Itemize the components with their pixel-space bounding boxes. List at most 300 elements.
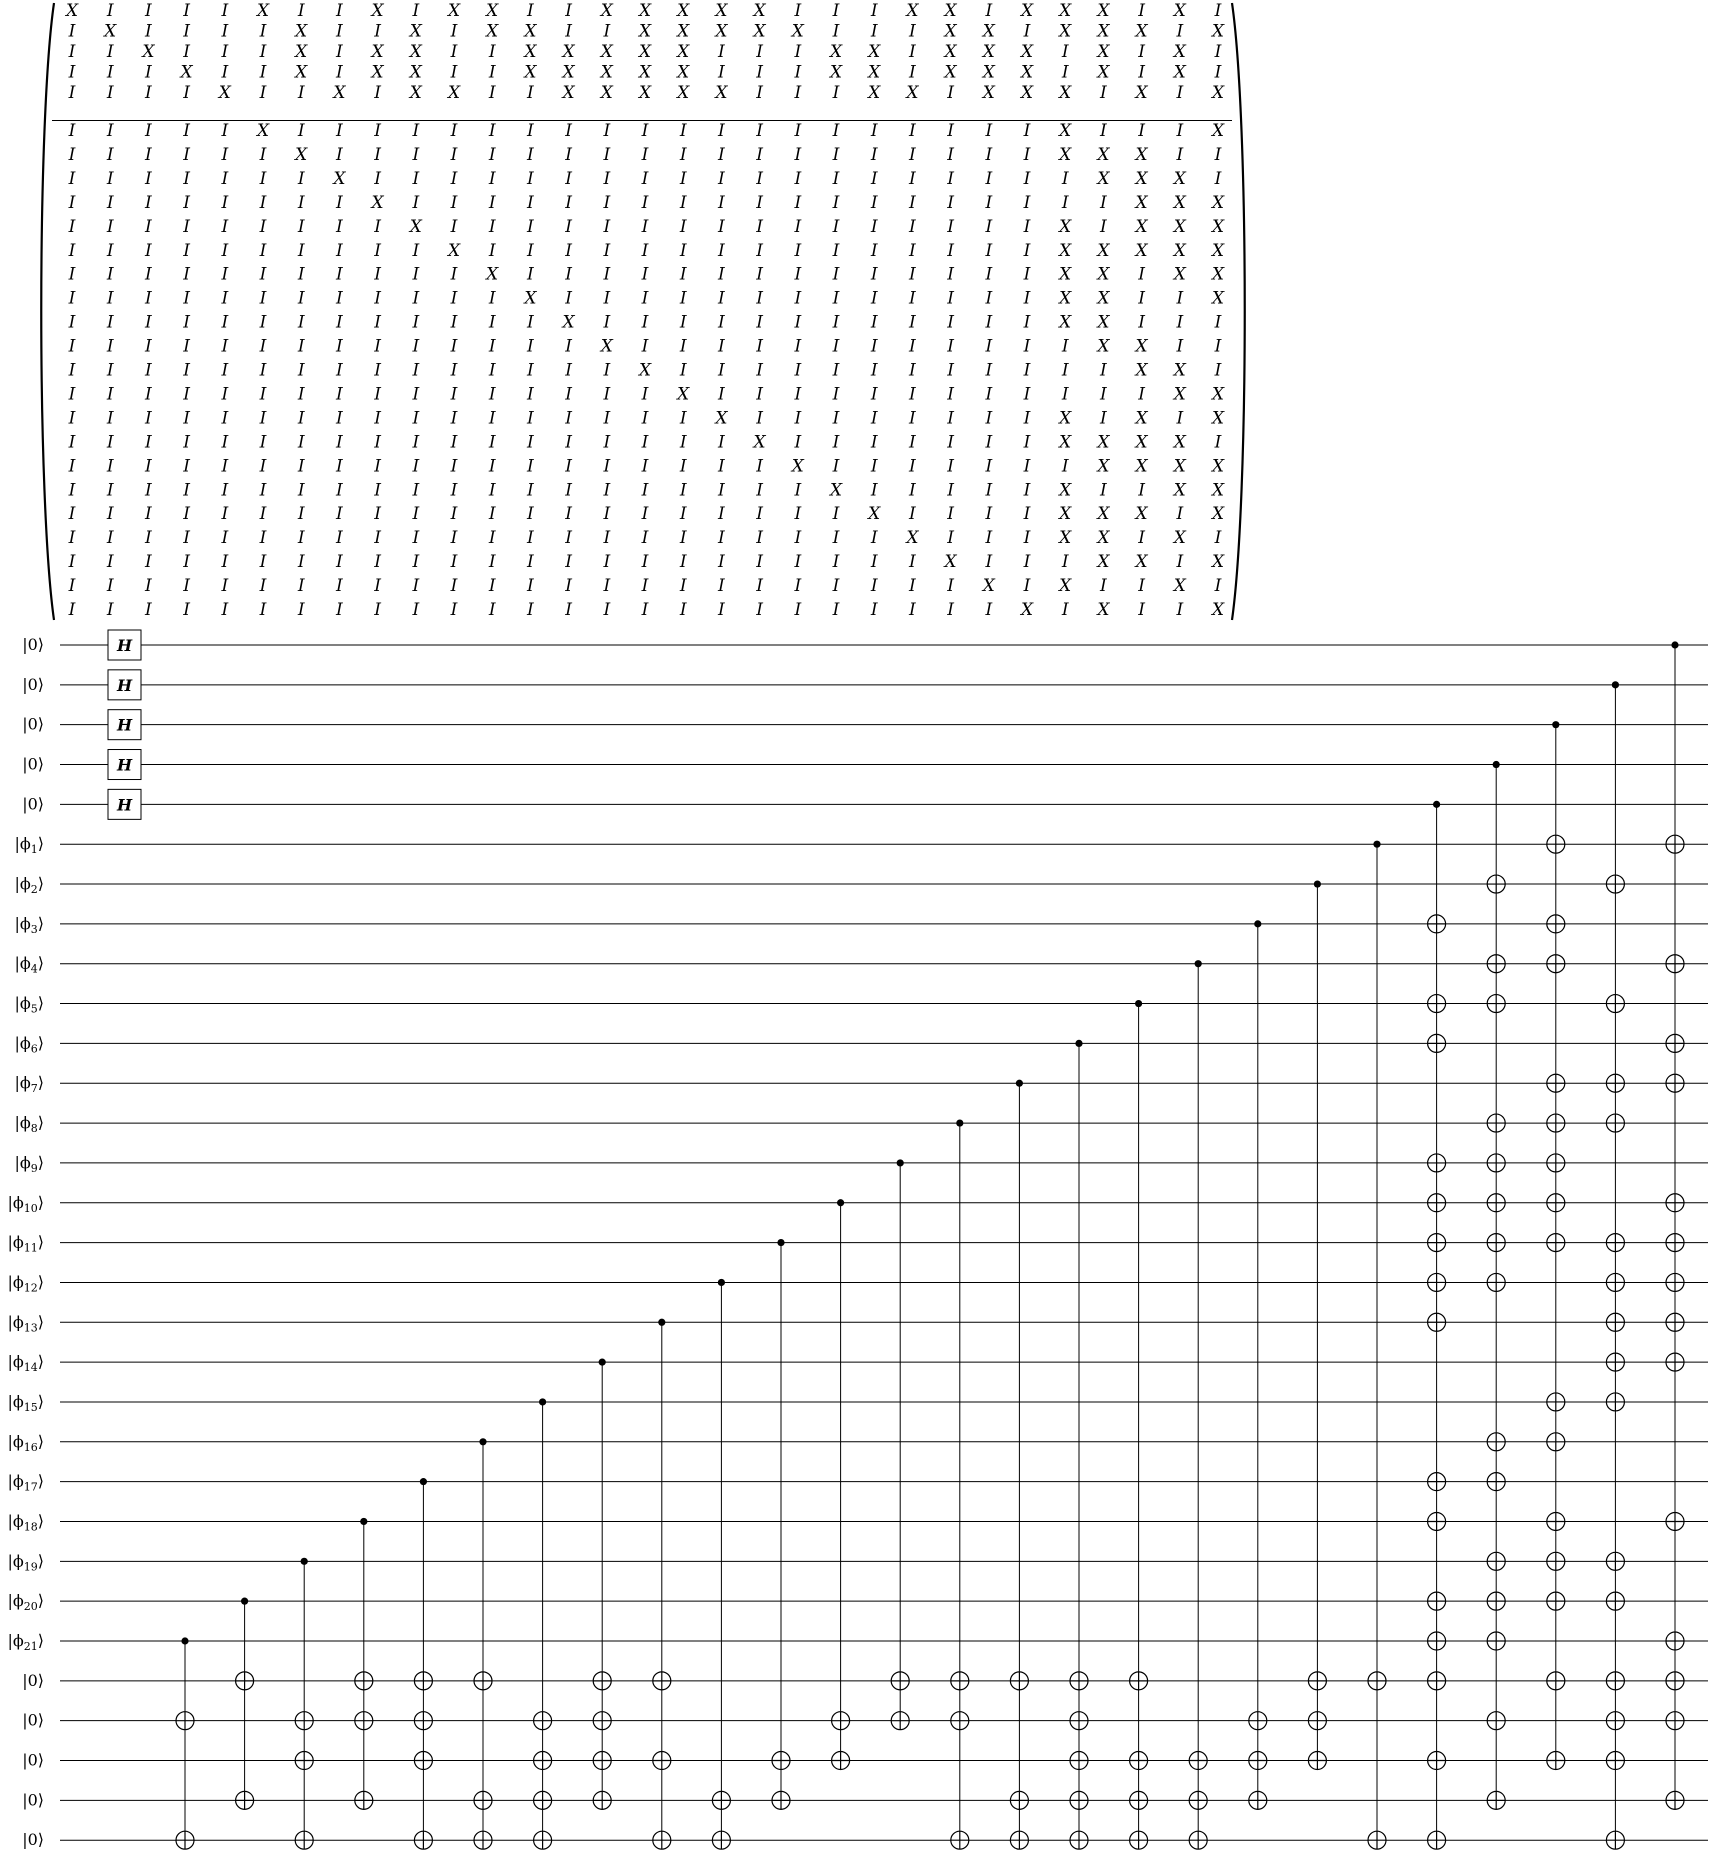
wire-label bbox=[14, 1153, 44, 1175]
target-xor bbox=[1487, 1592, 1505, 1610]
matrix-entry: I bbox=[297, 1, 305, 21]
target-xor bbox=[1070, 1752, 1088, 1770]
matrix-entry: I bbox=[718, 240, 725, 261]
target-xor bbox=[1428, 1592, 1446, 1610]
wire-label-base: |0⟩ bbox=[22, 635, 44, 654]
matrix-entry: I bbox=[985, 288, 993, 309]
wire-label bbox=[22, 1711, 44, 1730]
matrix-entry: I bbox=[145, 240, 152, 261]
matrix-entry: I bbox=[756, 83, 763, 103]
matrix-entry: I bbox=[259, 192, 267, 213]
matrix-entry: I bbox=[68, 600, 76, 620]
matrix-entry: X bbox=[447, 83, 461, 103]
wire-label-base: |ϕ bbox=[7, 1192, 24, 1212]
target-xor bbox=[1606, 1273, 1624, 1291]
matrix-entry: I bbox=[68, 312, 76, 333]
matrix-entry: I bbox=[1061, 552, 1069, 573]
matrix-entry: I bbox=[527, 216, 534, 237]
matrix-entry: I bbox=[794, 144, 802, 165]
wire-label bbox=[7, 1272, 44, 1294]
matrix-entry: X bbox=[638, 42, 652, 62]
matrix-entry: X bbox=[1211, 21, 1225, 42]
matrix-entry: I bbox=[870, 240, 878, 261]
target-xor bbox=[1666, 1632, 1684, 1650]
matrix-entry: I bbox=[679, 264, 687, 285]
target-xor bbox=[1428, 1273, 1446, 1291]
wire-label-subscript: 12 bbox=[23, 1281, 38, 1295]
matrix-entry: I bbox=[450, 336, 458, 357]
matrix-entry: I bbox=[145, 384, 152, 405]
matrix-entry: I bbox=[412, 121, 420, 141]
matrix-entry: I bbox=[336, 144, 343, 165]
matrix-entry: I bbox=[488, 528, 496, 549]
stabilizer-matrix bbox=[41, 1, 1245, 620]
matrix-entry: I bbox=[794, 192, 802, 213]
matrix-entry: I bbox=[259, 216, 267, 237]
matrix-entry: I bbox=[1138, 528, 1145, 549]
matrix-entry: I bbox=[106, 42, 114, 62]
matrix-entry: I bbox=[145, 504, 152, 525]
matrix-entry: I bbox=[374, 480, 381, 501]
matrix-entry: I bbox=[718, 264, 725, 285]
wire-label-subscript: 19 bbox=[23, 1560, 38, 1574]
matrix-entry: I bbox=[718, 432, 725, 453]
matrix-entry: I bbox=[374, 552, 381, 573]
wire-label-subscript: 10 bbox=[23, 1201, 38, 1215]
matrix-entry: I bbox=[221, 192, 229, 213]
matrix-entry: I bbox=[374, 121, 381, 141]
matrix-entry: X bbox=[1020, 600, 1034, 620]
matrix-entry: I bbox=[68, 42, 76, 62]
matrix-entry: I bbox=[794, 600, 802, 620]
matrix-entry: I bbox=[412, 552, 420, 573]
matrix-entry: I bbox=[183, 264, 190, 285]
matrix-entry: I bbox=[947, 83, 954, 103]
matrix-entry: X bbox=[104, 21, 117, 42]
matrix-entry: X bbox=[1097, 456, 1110, 477]
cnot-gate bbox=[1666, 641, 1684, 1809]
matrix-entry: I bbox=[221, 144, 229, 165]
target-xor bbox=[534, 1752, 552, 1770]
matrix-entry: I bbox=[1023, 121, 1031, 141]
matrix-entry: I bbox=[183, 192, 190, 213]
matrix-entry: I bbox=[68, 408, 76, 429]
matrix-entry: I bbox=[297, 408, 305, 429]
target-xor bbox=[1428, 1672, 1446, 1690]
matrix-entry: I bbox=[336, 432, 343, 453]
matrix-entry: I bbox=[527, 552, 534, 573]
wire-label bbox=[7, 1432, 44, 1454]
matrix-entry: X bbox=[562, 312, 575, 333]
matrix-entry: I bbox=[221, 504, 229, 525]
matrix-entry: I bbox=[947, 240, 954, 261]
matrix-entry: X bbox=[944, 42, 957, 62]
target-xor bbox=[1666, 1791, 1684, 1809]
matrix-entry: I bbox=[565, 144, 572, 165]
wire-label bbox=[7, 1551, 44, 1573]
wire-label-base: |0⟩ bbox=[22, 794, 44, 814]
matrix-entry: I bbox=[527, 168, 534, 189]
matrix-entry: I bbox=[1214, 576, 1222, 596]
target-xor bbox=[1428, 1154, 1446, 1172]
target-xor bbox=[951, 1672, 969, 1690]
matrix-entry: I bbox=[794, 360, 802, 381]
matrix-entry: I bbox=[450, 264, 458, 285]
matrix-entry: I bbox=[947, 360, 954, 381]
wire-label-base: |0⟩ bbox=[22, 1830, 44, 1850]
matrix-entry: I bbox=[106, 240, 114, 261]
matrix-entry: I bbox=[259, 264, 267, 285]
matrix-entry: I bbox=[947, 312, 954, 333]
matrix-entry: I bbox=[1100, 408, 1107, 429]
matrix-entry: I bbox=[985, 456, 993, 477]
matrix-entry: I bbox=[947, 288, 954, 309]
matrix-entry: I bbox=[718, 528, 725, 549]
matrix-entry: I bbox=[1061, 360, 1069, 381]
wire-label-ket: ⟩ bbox=[37, 913, 44, 933]
matrix-entry: I bbox=[221, 121, 229, 141]
matrix-entry: I bbox=[1100, 576, 1107, 596]
matrix-entry: X bbox=[829, 480, 843, 501]
matrix-entry: X bbox=[1059, 216, 1072, 237]
matrix-entry: I bbox=[985, 168, 993, 189]
matrix-entry: I bbox=[985, 408, 993, 429]
matrix-entry: I bbox=[756, 42, 763, 62]
matrix-entry: I bbox=[947, 408, 954, 429]
matrix-entry: I bbox=[145, 360, 152, 381]
matrix-entry: I bbox=[603, 504, 611, 525]
matrix-entry: I bbox=[832, 83, 840, 103]
target-xor bbox=[1130, 1791, 1148, 1809]
target-xor bbox=[1487, 1154, 1505, 1172]
matrix-entry: I bbox=[832, 144, 840, 165]
wire-label-base: |0⟩ bbox=[22, 1710, 44, 1730]
matrix-entry: I bbox=[488, 600, 496, 620]
matrix-entry: I bbox=[1061, 456, 1069, 477]
matrix-entry: I bbox=[412, 480, 420, 501]
matrix-entry: I bbox=[336, 552, 343, 573]
matrix-entry: I bbox=[1138, 62, 1145, 83]
matrix-entry: I bbox=[527, 432, 534, 453]
matrix-entry: I bbox=[259, 312, 267, 333]
matrix-entry: I bbox=[374, 600, 381, 620]
target-xor bbox=[1428, 1034, 1446, 1052]
hadamard-gate-label: H bbox=[116, 755, 133, 775]
target-xor bbox=[1606, 1672, 1624, 1690]
matrix-entry: I bbox=[870, 384, 878, 405]
matrix-entry: I bbox=[1138, 480, 1145, 501]
matrix-entry: I bbox=[183, 240, 190, 261]
matrix-entry: I bbox=[603, 21, 611, 42]
wire-label bbox=[22, 1671, 44, 1690]
matrix-entry: I bbox=[297, 384, 305, 405]
wire-label-subscript: 2 bbox=[30, 883, 38, 897]
matrix-entry: X bbox=[1211, 480, 1225, 501]
matrix-entry: I bbox=[106, 336, 114, 357]
matrix-entry: I bbox=[1214, 62, 1222, 83]
matrix-entry: I bbox=[832, 121, 840, 141]
target-xor bbox=[1666, 1273, 1684, 1291]
matrix-entry: X bbox=[1173, 240, 1186, 261]
wire-label-subscript: 3 bbox=[30, 922, 38, 936]
matrix-entry: I bbox=[1214, 432, 1222, 453]
target-xor bbox=[236, 1791, 254, 1809]
matrix-entry: I bbox=[297, 288, 305, 309]
matrix-entry: I bbox=[183, 144, 190, 165]
target-xor bbox=[236, 1672, 254, 1690]
target-xor bbox=[1308, 1752, 1326, 1770]
matrix-entry: I bbox=[870, 21, 878, 42]
matrix-entry: X bbox=[562, 42, 575, 62]
matrix-entry: I bbox=[488, 336, 496, 357]
matrix-entry: I bbox=[450, 600, 458, 620]
matrix-entry: I bbox=[336, 288, 343, 309]
matrix-entry: I bbox=[794, 42, 802, 62]
matrix-entry: I bbox=[259, 21, 267, 42]
matrix-entry: I bbox=[718, 216, 725, 237]
target-xor bbox=[1130, 1672, 1148, 1690]
wire-label-ket: ⟩ bbox=[37, 1073, 44, 1093]
matrix-entry: I bbox=[985, 336, 993, 357]
matrix-entry: X bbox=[600, 1, 613, 21]
matrix-entry: I bbox=[221, 384, 229, 405]
cnot-gate bbox=[1428, 801, 1446, 1849]
matrix-entry: I bbox=[183, 552, 190, 573]
matrix-entry: X bbox=[65, 1, 79, 21]
matrix-entry: I bbox=[527, 1, 534, 21]
matrix-left-paren bbox=[41, 3, 54, 620]
matrix-entry: X bbox=[1020, 1, 1034, 21]
matrix-entry: I bbox=[832, 240, 840, 261]
target-xor bbox=[355, 1712, 373, 1730]
matrix-entry: I bbox=[68, 264, 76, 285]
matrix-entry: I bbox=[565, 1, 572, 21]
target-xor bbox=[176, 1831, 194, 1849]
wire-label-base: |ϕ bbox=[7, 1232, 24, 1252]
matrix-entry: I bbox=[641, 552, 649, 573]
matrix-entry: I bbox=[221, 288, 229, 309]
matrix-entry: I bbox=[1023, 576, 1031, 596]
matrix-entry: I bbox=[679, 240, 687, 261]
cnot-gate bbox=[593, 1359, 611, 1810]
wire-label-ket: ⟩ bbox=[37, 1152, 44, 1172]
matrix-entry: I bbox=[221, 216, 229, 237]
matrix-entry: I bbox=[412, 1, 420, 21]
target-xor bbox=[534, 1791, 552, 1809]
matrix-entry: I bbox=[68, 83, 76, 103]
target-xor bbox=[593, 1752, 611, 1770]
matrix-entry: I bbox=[297, 480, 305, 501]
matrix-entry: X bbox=[600, 62, 613, 83]
matrix-entry: X bbox=[791, 456, 804, 477]
matrix-entry: I bbox=[527, 121, 534, 141]
matrix-entry: X bbox=[715, 1, 728, 21]
matrix-entry: I bbox=[68, 240, 76, 261]
matrix-entry: I bbox=[679, 216, 687, 237]
matrix-entry: I bbox=[909, 336, 916, 357]
target-xor bbox=[1010, 1791, 1028, 1809]
matrix-entry: I bbox=[985, 121, 993, 141]
matrix-entry: I bbox=[450, 216, 458, 237]
cnot-gate bbox=[1606, 681, 1624, 1849]
target-xor bbox=[1070, 1672, 1088, 1690]
matrix-entry: I bbox=[985, 384, 993, 405]
target-xor bbox=[295, 1831, 313, 1849]
matrix-entry: I bbox=[603, 480, 611, 501]
target-xor bbox=[1428, 1831, 1446, 1849]
matrix-entry: I bbox=[756, 121, 763, 141]
matrix-entry: I bbox=[527, 312, 534, 333]
matrix-entry: I bbox=[1023, 384, 1031, 405]
target-xor bbox=[1487, 875, 1505, 893]
matrix-entry: I bbox=[450, 552, 458, 573]
matrix-entry: I bbox=[145, 312, 152, 333]
target-xor bbox=[1547, 1512, 1565, 1530]
matrix-entry: I bbox=[718, 480, 725, 501]
matrix-entry: X bbox=[982, 42, 995, 62]
matrix-entry: I bbox=[756, 168, 763, 189]
matrix-entry: I bbox=[756, 528, 763, 549]
matrix-entry: I bbox=[985, 216, 993, 237]
wire-label-base: |ϕ bbox=[14, 874, 31, 894]
matrix-entry: I bbox=[488, 408, 496, 429]
matrix-entry: I bbox=[450, 384, 458, 405]
wire-label-subscript: 20 bbox=[23, 1600, 38, 1614]
wire-label bbox=[14, 914, 44, 936]
matrix-entry: X bbox=[524, 62, 537, 83]
matrix-entry: I bbox=[794, 480, 802, 501]
wire-label-ket: ⟩ bbox=[37, 834, 44, 854]
matrix-entry: X bbox=[371, 1, 384, 21]
matrix-entry: X bbox=[1059, 432, 1072, 453]
matrix-entry: I bbox=[412, 144, 420, 165]
matrix-entry: I bbox=[374, 576, 381, 596]
matrix-entry: I bbox=[1138, 288, 1145, 309]
matrix-entry: I bbox=[68, 432, 76, 453]
matrix-entry: X bbox=[1059, 576, 1072, 596]
matrix-entry: I bbox=[412, 528, 420, 549]
matrix-entry: I bbox=[412, 504, 420, 525]
target-xor bbox=[891, 1672, 909, 1690]
target-xor bbox=[891, 1712, 909, 1730]
matrix-entry: I bbox=[565, 336, 572, 357]
wire-label-ket: ⟩ bbox=[37, 1591, 44, 1611]
matrix-entry: I bbox=[832, 312, 840, 333]
wire-label-subscript: 7 bbox=[30, 1082, 38, 1096]
target-xor bbox=[653, 1752, 671, 1770]
matrix-entry: I bbox=[756, 408, 763, 429]
matrix-entry: I bbox=[145, 576, 152, 596]
matrix-entry: I bbox=[68, 384, 76, 405]
matrix-entry: I bbox=[1176, 408, 1184, 429]
matrix-entry: I bbox=[985, 264, 993, 285]
matrix-entry: X bbox=[1097, 288, 1110, 309]
matrix-entry: I bbox=[870, 408, 878, 429]
matrix-entry: I bbox=[336, 240, 343, 261]
matrix-entry: I bbox=[412, 408, 420, 429]
matrix-entry: I bbox=[794, 1, 802, 21]
target-xor bbox=[951, 1712, 969, 1730]
matrix-entry: I bbox=[336, 1, 343, 21]
target-xor bbox=[1368, 1831, 1386, 1849]
quantum-circuit bbox=[7, 630, 1708, 1849]
matrix-entry: I bbox=[412, 312, 420, 333]
matrix-entry: I bbox=[641, 168, 649, 189]
matrix-entry: I bbox=[832, 192, 840, 213]
matrix-entry: I bbox=[183, 600, 190, 620]
matrix-entry: I bbox=[336, 384, 343, 405]
matrix-entry: I bbox=[297, 336, 305, 357]
matrix-entry: I bbox=[336, 42, 343, 62]
matrix-entry: I bbox=[450, 192, 458, 213]
wire-label-base: |ϕ bbox=[7, 1471, 24, 1491]
target-xor bbox=[1487, 955, 1505, 973]
matrix-entry: I bbox=[832, 528, 840, 549]
matrix-entry: X bbox=[1059, 480, 1072, 501]
wire-label-subscript: 14 bbox=[23, 1361, 38, 1375]
matrix-entry: I bbox=[221, 168, 229, 189]
wire-label-base: |ϕ bbox=[14, 913, 31, 933]
matrix-entry: I bbox=[985, 312, 993, 333]
wire-label-base: |ϕ bbox=[7, 1591, 24, 1611]
matrix-entry: I bbox=[297, 240, 305, 261]
matrix-entry: I bbox=[145, 1, 152, 21]
target-xor bbox=[1666, 1074, 1684, 1092]
wire-label-subscript: 13 bbox=[23, 1321, 38, 1335]
matrix-entry: X bbox=[256, 1, 270, 21]
target-xor bbox=[1666, 1672, 1684, 1690]
matrix-entry: I bbox=[488, 144, 496, 165]
matrix-entry: X bbox=[409, 21, 422, 42]
matrix-entry: I bbox=[679, 552, 687, 573]
matrix-entry: I bbox=[832, 576, 840, 596]
matrix-entry: I bbox=[221, 576, 229, 596]
matrix-entry: I bbox=[374, 240, 381, 261]
matrix-entry: I bbox=[68, 504, 76, 525]
matrix-entry: I bbox=[565, 240, 572, 261]
matrix-entry: I bbox=[450, 408, 458, 429]
matrix-entry: X bbox=[638, 21, 652, 42]
matrix-entry: I bbox=[718, 336, 725, 357]
matrix-entry: I bbox=[870, 1, 878, 21]
matrix-entry: I bbox=[374, 408, 381, 429]
matrix-entry: I bbox=[870, 312, 878, 333]
matrix-entry: I bbox=[374, 288, 381, 309]
matrix-entry: X bbox=[1135, 168, 1148, 189]
matrix-entry: I bbox=[985, 552, 993, 573]
matrix-entry: X bbox=[1097, 528, 1110, 549]
matrix-entry: X bbox=[906, 1, 919, 21]
matrix-entry: I bbox=[603, 121, 611, 141]
matrix-entry: I bbox=[221, 312, 229, 333]
control-dot bbox=[1254, 920, 1261, 927]
matrix-entry: I bbox=[794, 62, 802, 83]
matrix-entry: I bbox=[106, 456, 114, 477]
matrix-entry: I bbox=[1023, 144, 1031, 165]
matrix-entry: I bbox=[488, 62, 496, 83]
wire-label-ket: ⟩ bbox=[37, 1272, 44, 1292]
matrix-entry: I bbox=[1176, 312, 1184, 333]
matrix-entry: I bbox=[794, 576, 802, 596]
matrix-entry: I bbox=[1023, 360, 1031, 381]
target-xor bbox=[1308, 1712, 1326, 1730]
matrix-entry: I bbox=[259, 600, 267, 620]
matrix-entry: I bbox=[756, 62, 763, 83]
matrix-entry: I bbox=[718, 312, 725, 333]
matrix-entry: I bbox=[756, 600, 763, 620]
matrix-entry: I bbox=[1100, 384, 1107, 405]
target-xor bbox=[1547, 1752, 1565, 1770]
